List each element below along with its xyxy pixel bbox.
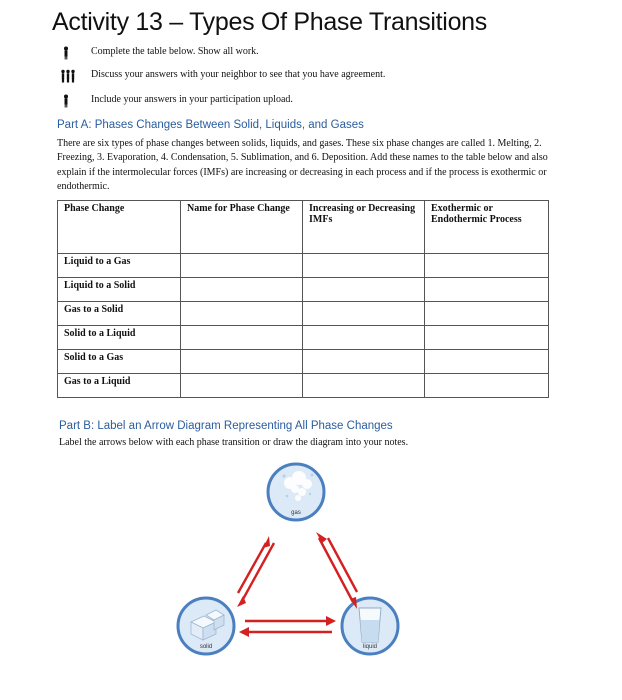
answer-cell[interactable] <box>181 302 303 326</box>
gas-circle <box>268 464 324 520</box>
water-glass-icon <box>359 608 381 642</box>
part-a-intro: There are six types of phase changes between solids, liquids, and gases. These six phase changes are called 1. Melting, 2. Freezing, 3. Evaporation, 4. Condensation, 5. Sublimation, and 6. Deposition. Add these names to the table below and also explain if the intermolecular forces (IMFs) are increasing or decreasing in each process and if the process is exothermic or endothermic. <box>57 138 548 192</box>
group-icon <box>60 69 84 83</box>
row-label: Liquid to a Gas <box>58 254 181 278</box>
answer-cell[interactable] <box>303 302 425 326</box>
row-label: Gas to a Solid <box>58 302 181 326</box>
answer-cell[interactable] <box>181 374 303 398</box>
liquid-circle <box>342 598 398 654</box>
gas-label: gas <box>291 510 301 516</box>
answer-cell[interactable] <box>303 278 425 302</box>
gas-liquid-arrows[interactable] <box>316 532 357 609</box>
table-row <box>58 254 549 278</box>
table-row <box>58 278 549 302</box>
answer-cell[interactable] <box>303 374 425 398</box>
answer-cell[interactable] <box>181 254 303 278</box>
answer-cell[interactable] <box>181 350 303 374</box>
instruction-text: Include your answers in your participation upload. <box>91 94 293 105</box>
answer-cell[interactable] <box>425 326 549 350</box>
liquid-label: liquid <box>362 644 378 650</box>
row-label: Solid to a Liquid <box>58 326 181 350</box>
part-b-heading: Part B: Label an Arrow Diagram Representing All Phase Changes <box>59 420 393 432</box>
person-icon <box>60 94 84 108</box>
table-row <box>58 374 549 398</box>
answer-cell[interactable] <box>181 278 303 302</box>
table-header: Name for Phase Change <box>181 201 303 254</box>
table-header-row <box>58 201 549 254</box>
phase-arrow-diagram <box>170 462 420 677</box>
solid-label: solid <box>199 644 213 650</box>
solid-circle <box>178 598 234 654</box>
answer-cell[interactable] <box>303 350 425 374</box>
page-title: Activity 13 – Types Of Phase Transitions <box>52 8 487 36</box>
instruction-text: Discuss your answers with your neighbor to see that you have agreement. <box>91 69 386 80</box>
answer-cell[interactable] <box>425 350 549 374</box>
answer-cell[interactable] <box>425 374 549 398</box>
table-row <box>58 350 549 374</box>
person-icon <box>60 46 84 60</box>
answer-cell[interactable] <box>425 278 549 302</box>
table-row <box>58 302 549 326</box>
row-label: Liquid to a Solid <box>58 278 181 302</box>
answer-cell[interactable] <box>181 326 303 350</box>
phase-change-table <box>57 200 549 398</box>
row-label: Gas to a Liquid <box>58 374 181 398</box>
solid-gas-arrows[interactable] <box>237 536 274 607</box>
answer-cell[interactable] <box>425 254 549 278</box>
part-b-instructions: Label the arrows below with each phase transition or draw the diagram into your notes. <box>59 437 409 448</box>
solid-liquid-arrows[interactable] <box>239 616 336 637</box>
answer-cell[interactable] <box>303 254 425 278</box>
table-header: Exothermic or Endothermic Process <box>425 201 549 254</box>
table-header: Increasing or Decreasing IMFs <box>303 201 425 254</box>
answer-cell[interactable] <box>425 302 549 326</box>
part-a-heading: Part A: Phases Changes Between Solid, Liquids, and Gases <box>57 119 364 131</box>
row-label: Solid to a Gas <box>58 350 181 374</box>
instruction-text: Complete the table below. Show all work. <box>91 46 259 57</box>
answer-cell[interactable] <box>303 326 425 350</box>
table-header: Phase Change <box>58 201 181 254</box>
table-row <box>58 326 549 350</box>
